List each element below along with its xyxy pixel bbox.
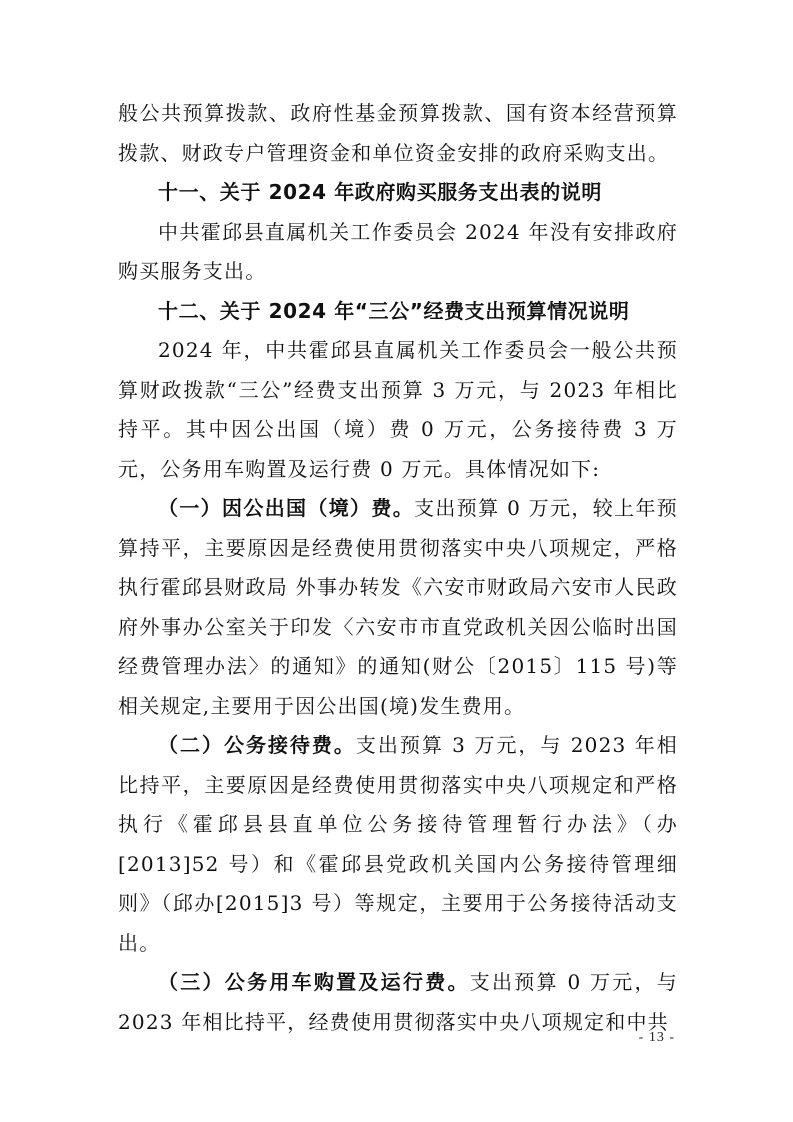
section-11-heading: 十一、关于 2024 年政府购买服务支出表的说明	[158, 180, 602, 204]
item-2-body: 支出预算 3 万元，与 2023 年相比持平，主要原因是经费使用贯彻落实中央八项规定和严格执行《霍邱县县直单位公务接待管理暂行办法》（办[2013]52 号）和《霍邱县党政机关国内公务接待管理细则》（邱办[2015]3 号）等规定，主要用于公务接待活动支出。	[118, 733, 678, 955]
item-1-paragraph	[118, 489, 678, 726]
section-12-intro: 2024 年，中共霍邱县直属机关工作委员会一般公共预算财政拨款“三公”经费支出预算 3 万元，与 2023 年相比持平。其中因公出国（境）费 0 万元，公务接待费 3 万元，公务用车购置及运行费 0 万元。具体情况如下:	[118, 338, 678, 481]
item-1-lead: （一）因公出国（境）费。	[158, 496, 415, 520]
paragraph-continued: 般公共预算拨款、政府性基金预算拨款、国有资本经营预算拨款、财政专户管理资金和单位资金安排的政府采购支出。	[118, 101, 678, 165]
item-1-body: 支出预算 0 万元，较上年预算持平，主要原因是经费使用贯彻落实中央八项规定，严格执行霍邱县财政局 外事办转发《六安市财政局六安市人民政府外事办公室关于印发〈六安市市直党政机关因公临时出国经费管理办法〉的通知》的通知(财公〔2015〕115 号)等相关规定,主要用于因公出国(境)发生费用。	[118, 496, 678, 718]
item-3-lead: （三）公务用车购置及运行费。	[158, 970, 470, 994]
item-3-body: 支出预算 0 万元，与 2023 年相比持平，经费使用贯彻落实中央八项规定和中共	[118, 970, 678, 1034]
item-2-paragraph	[118, 726, 678, 963]
document-page	[118, 94, 678, 1042]
item-3-paragraph	[118, 963, 678, 1042]
item-2-lead: （二）公务接待费。	[158, 733, 356, 757]
section-11-body: 中共霍邱县直属机关工作委员会 2024 年没有安排政府购买服务支出。	[118, 219, 678, 283]
page-number: - 13 -	[638, 1030, 675, 1045]
section-12-heading: 十二、关于 2024 年“三公”经费支出预算情况说明	[158, 298, 630, 323]
